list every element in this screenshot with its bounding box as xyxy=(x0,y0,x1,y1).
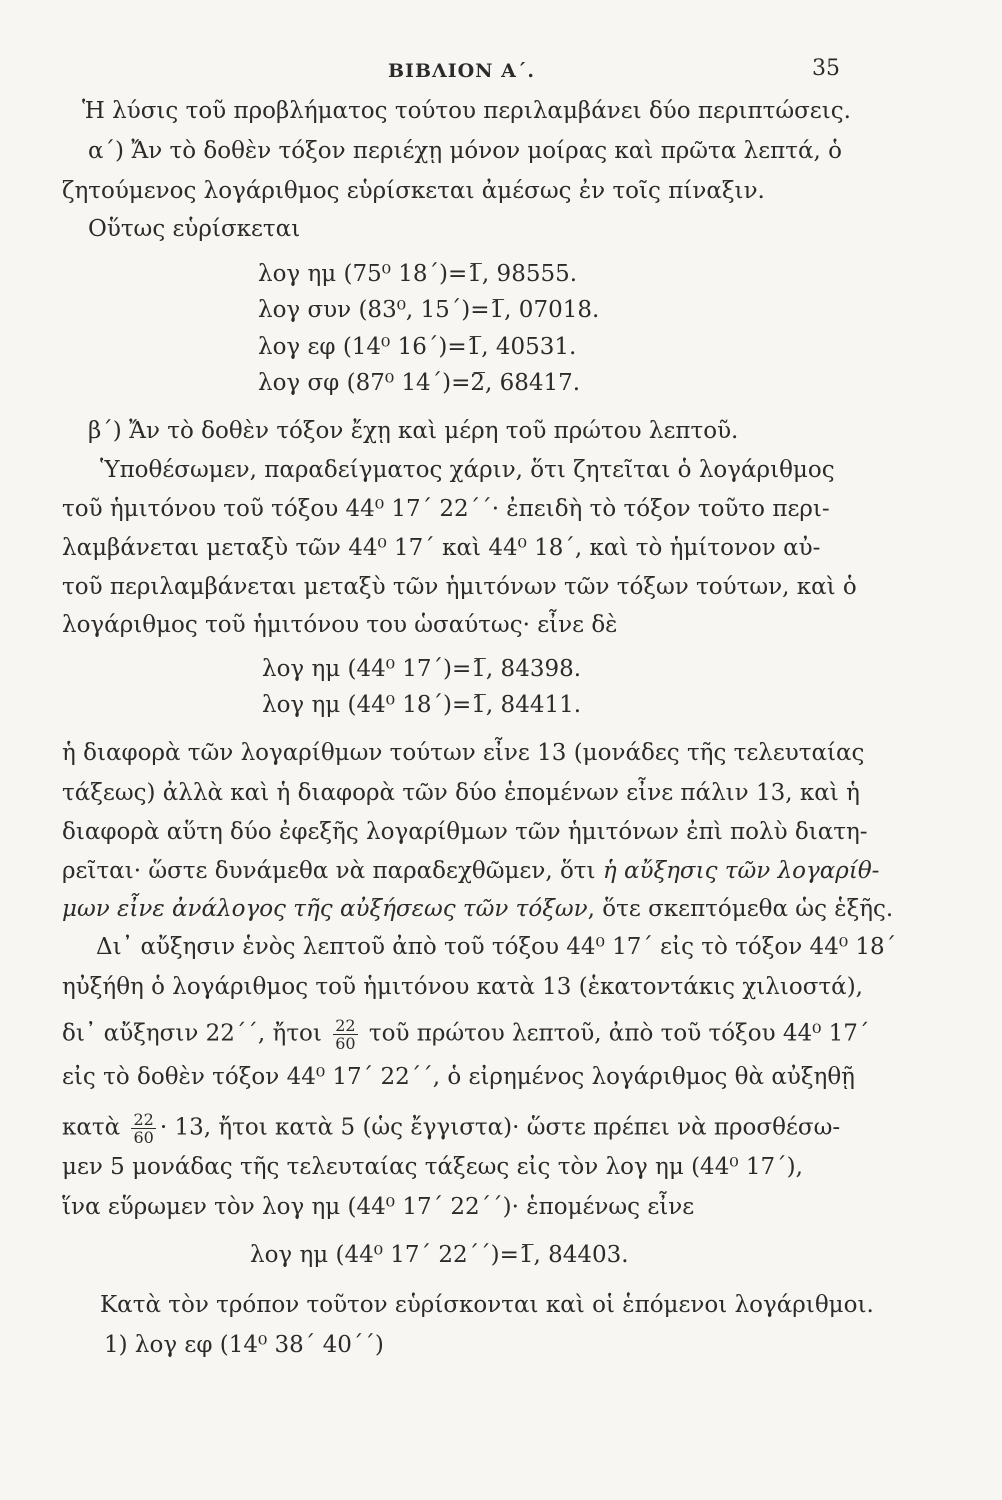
text-line: διαφορὰ αὕτη δύο ἐφεξῆς λογαρίθμων τῶν ἡμιτόνων ἐπὶ πολὺ διατη- xyxy=(62,819,868,845)
text-segment: κατὰ xyxy=(62,1114,121,1141)
text-line: Κατὰ τὸν τρόπον τοῦτον εὑρίσκονται καὶ οἱ ἑπόμενοι λογάριθμοι. xyxy=(100,1292,874,1318)
text-line: Ἡ λύσις τοῦ προβλήματος τούτου περιλαμβάνει δύο περιπτώσεις. xyxy=(82,98,851,124)
fraction-denominator: 60 xyxy=(335,1034,356,1053)
page-number: 35 xyxy=(812,56,840,81)
text-line xyxy=(62,1110,841,1147)
text-line: μεν 5 μονάδας τῆς τελευταίας τάξεως εἰς τὸν λογ ημ (44⁰ 17΄), xyxy=(62,1154,803,1180)
text-line: λαμβάνεται μεταξὺ τῶν 44⁰ 17΄ καὶ 44⁰ 18΄, καὶ τὸ ἡμίτονον αὐ- xyxy=(62,535,821,561)
running-title: ΒΙΒΛΙΟΝ Α΄. xyxy=(388,60,536,82)
text-line: τοῦ ἡμιτόνου τοῦ τόξου 44⁰ 17΄ 22΄΄· ἐπειδὴ τὸ τόξον τοῦτο περι- xyxy=(62,496,830,522)
equation: λογ ημ (44⁰ 17΄ 22΄΄)=1̅, 84403. xyxy=(250,1242,629,1268)
fraction-numerator: 22 xyxy=(335,1016,356,1035)
text-line: ἵνα εὕρωμεν τὸν λογ ημ (44⁰ 17΄ 22΄΄)· ἑπομένως εἶνε xyxy=(62,1194,695,1220)
text-line: β΄) Ἄν τὸ δοθὲν τόξον ἔχῃ καὶ μέρη τοῦ πρώτου λεπτοῦ. xyxy=(88,418,739,444)
text-line: ηὐξήθη ὁ λογάριθμος τοῦ ἡμιτόνου κατὰ 13 (ἑκατοντάκις χιλιοστά), xyxy=(62,974,863,1000)
equation: λογ σφ (87⁰ 14΄)=2̅, 68417. xyxy=(258,370,581,396)
text-line: ζητούμενος λογάριθμος εὑρίσκεται ἀμέσως ἐν τοῖς πίναξιν. xyxy=(62,178,765,204)
text-segment: , ὅτε σκεπτόμεθα ὡς ἑξῆς. xyxy=(587,896,894,922)
equation: λογ εφ (14⁰ 16΄)=1̅, 40531. xyxy=(258,334,577,360)
text-line: Δι᾽ αὔξησιν ἑνὸς λεπτοῦ ἀπὸ τοῦ τόξου 44⁰ 17΄ εἰς τὸ τόξον 44⁰ 18΄ xyxy=(96,934,897,960)
text-segment: · 13, ἤτοι κατὰ 5 (ὡς ἔγγιστα)· ὥστε πρέπει νὰ προσθέσω- xyxy=(159,1114,841,1141)
text-line: Οὕτως εὑρίσκεται xyxy=(88,216,301,242)
text-line: ἡ διαφορὰ τῶν λογαρίθμων τούτων εἶνε 13 (μονάδες τῆς τελευταίας xyxy=(62,740,865,766)
fraction xyxy=(131,1111,155,1146)
text-line: Ὑποθέσωμεν, παραδείγματος χάριν, ὅτι ζητεῖται ὁ λογάριθμος xyxy=(100,457,835,483)
equation: λογ ημ (75⁰ 18΄)=1̅, 98555. xyxy=(258,261,578,287)
text-line: λογάριθμος τοῦ ἡμιτόνου του ὡσαύτως· εἶνε δὲ xyxy=(62,612,618,638)
equation: λογ ημ (44⁰ 18΄)=1̅, 84411. xyxy=(262,692,582,718)
text-line xyxy=(62,1016,870,1053)
text-line xyxy=(62,856,879,888)
text-segment: τοῦ πρώτου λεπτοῦ, ἀπὸ τοῦ τόξου 44⁰ 17΄ xyxy=(368,1020,870,1047)
equation: λογ συν (83⁰, 15΄)=1̅, 07018. xyxy=(258,297,600,323)
running-header xyxy=(0,56,1002,96)
emphasis-text: ἡ αὔξησις τῶν λογαρίθ- xyxy=(602,858,880,884)
fraction xyxy=(333,1017,357,1052)
text-line xyxy=(62,894,893,926)
text-segment: ρεῖται· ὥστε δυνάμεθα νὰ παραδεχθῶμεν, ὅτι xyxy=(62,858,603,884)
text-line: τοῦ περιλαμβάνεται μεταξὺ τῶν ἡμιτόνων τῶν τόξων τούτων, καὶ ὁ xyxy=(62,574,857,600)
text-line: εἰς τὸ δοθὲν τόξον 44⁰ 17΄ 22΄΄, ὁ εἰρημένος λογάριθμος θὰ αὐξηθῇ xyxy=(62,1064,855,1090)
text-segment: δι᾽ αὔξησιν 22΄΄, ἤτοι xyxy=(62,1020,322,1047)
text-line: τάξεως) ἀλλὰ καὶ ἡ διαφορὰ τῶν δύο ἑπομένων εἶνε πάλιν 13, καὶ ἡ xyxy=(62,780,860,806)
fraction-numerator: 22 xyxy=(133,1110,154,1129)
fraction-denominator: 60 xyxy=(133,1128,154,1147)
text-line: α΄) Ἄν τὸ δοθὲν τόξον περιέχῃ μόνον μοίρας καὶ πρῶτα λεπτά, ὁ xyxy=(88,138,842,164)
text-line: 1) λογ εφ (14⁰ 38΄ 40΄΄) xyxy=(104,1332,384,1358)
emphasis-text: μων εἶνε ἀνάλογος τῆς αὐξήσεως τῶν τόξων xyxy=(62,896,588,922)
equation: λογ ημ (44⁰ 17΄)=1̅, 84398. xyxy=(262,656,582,682)
